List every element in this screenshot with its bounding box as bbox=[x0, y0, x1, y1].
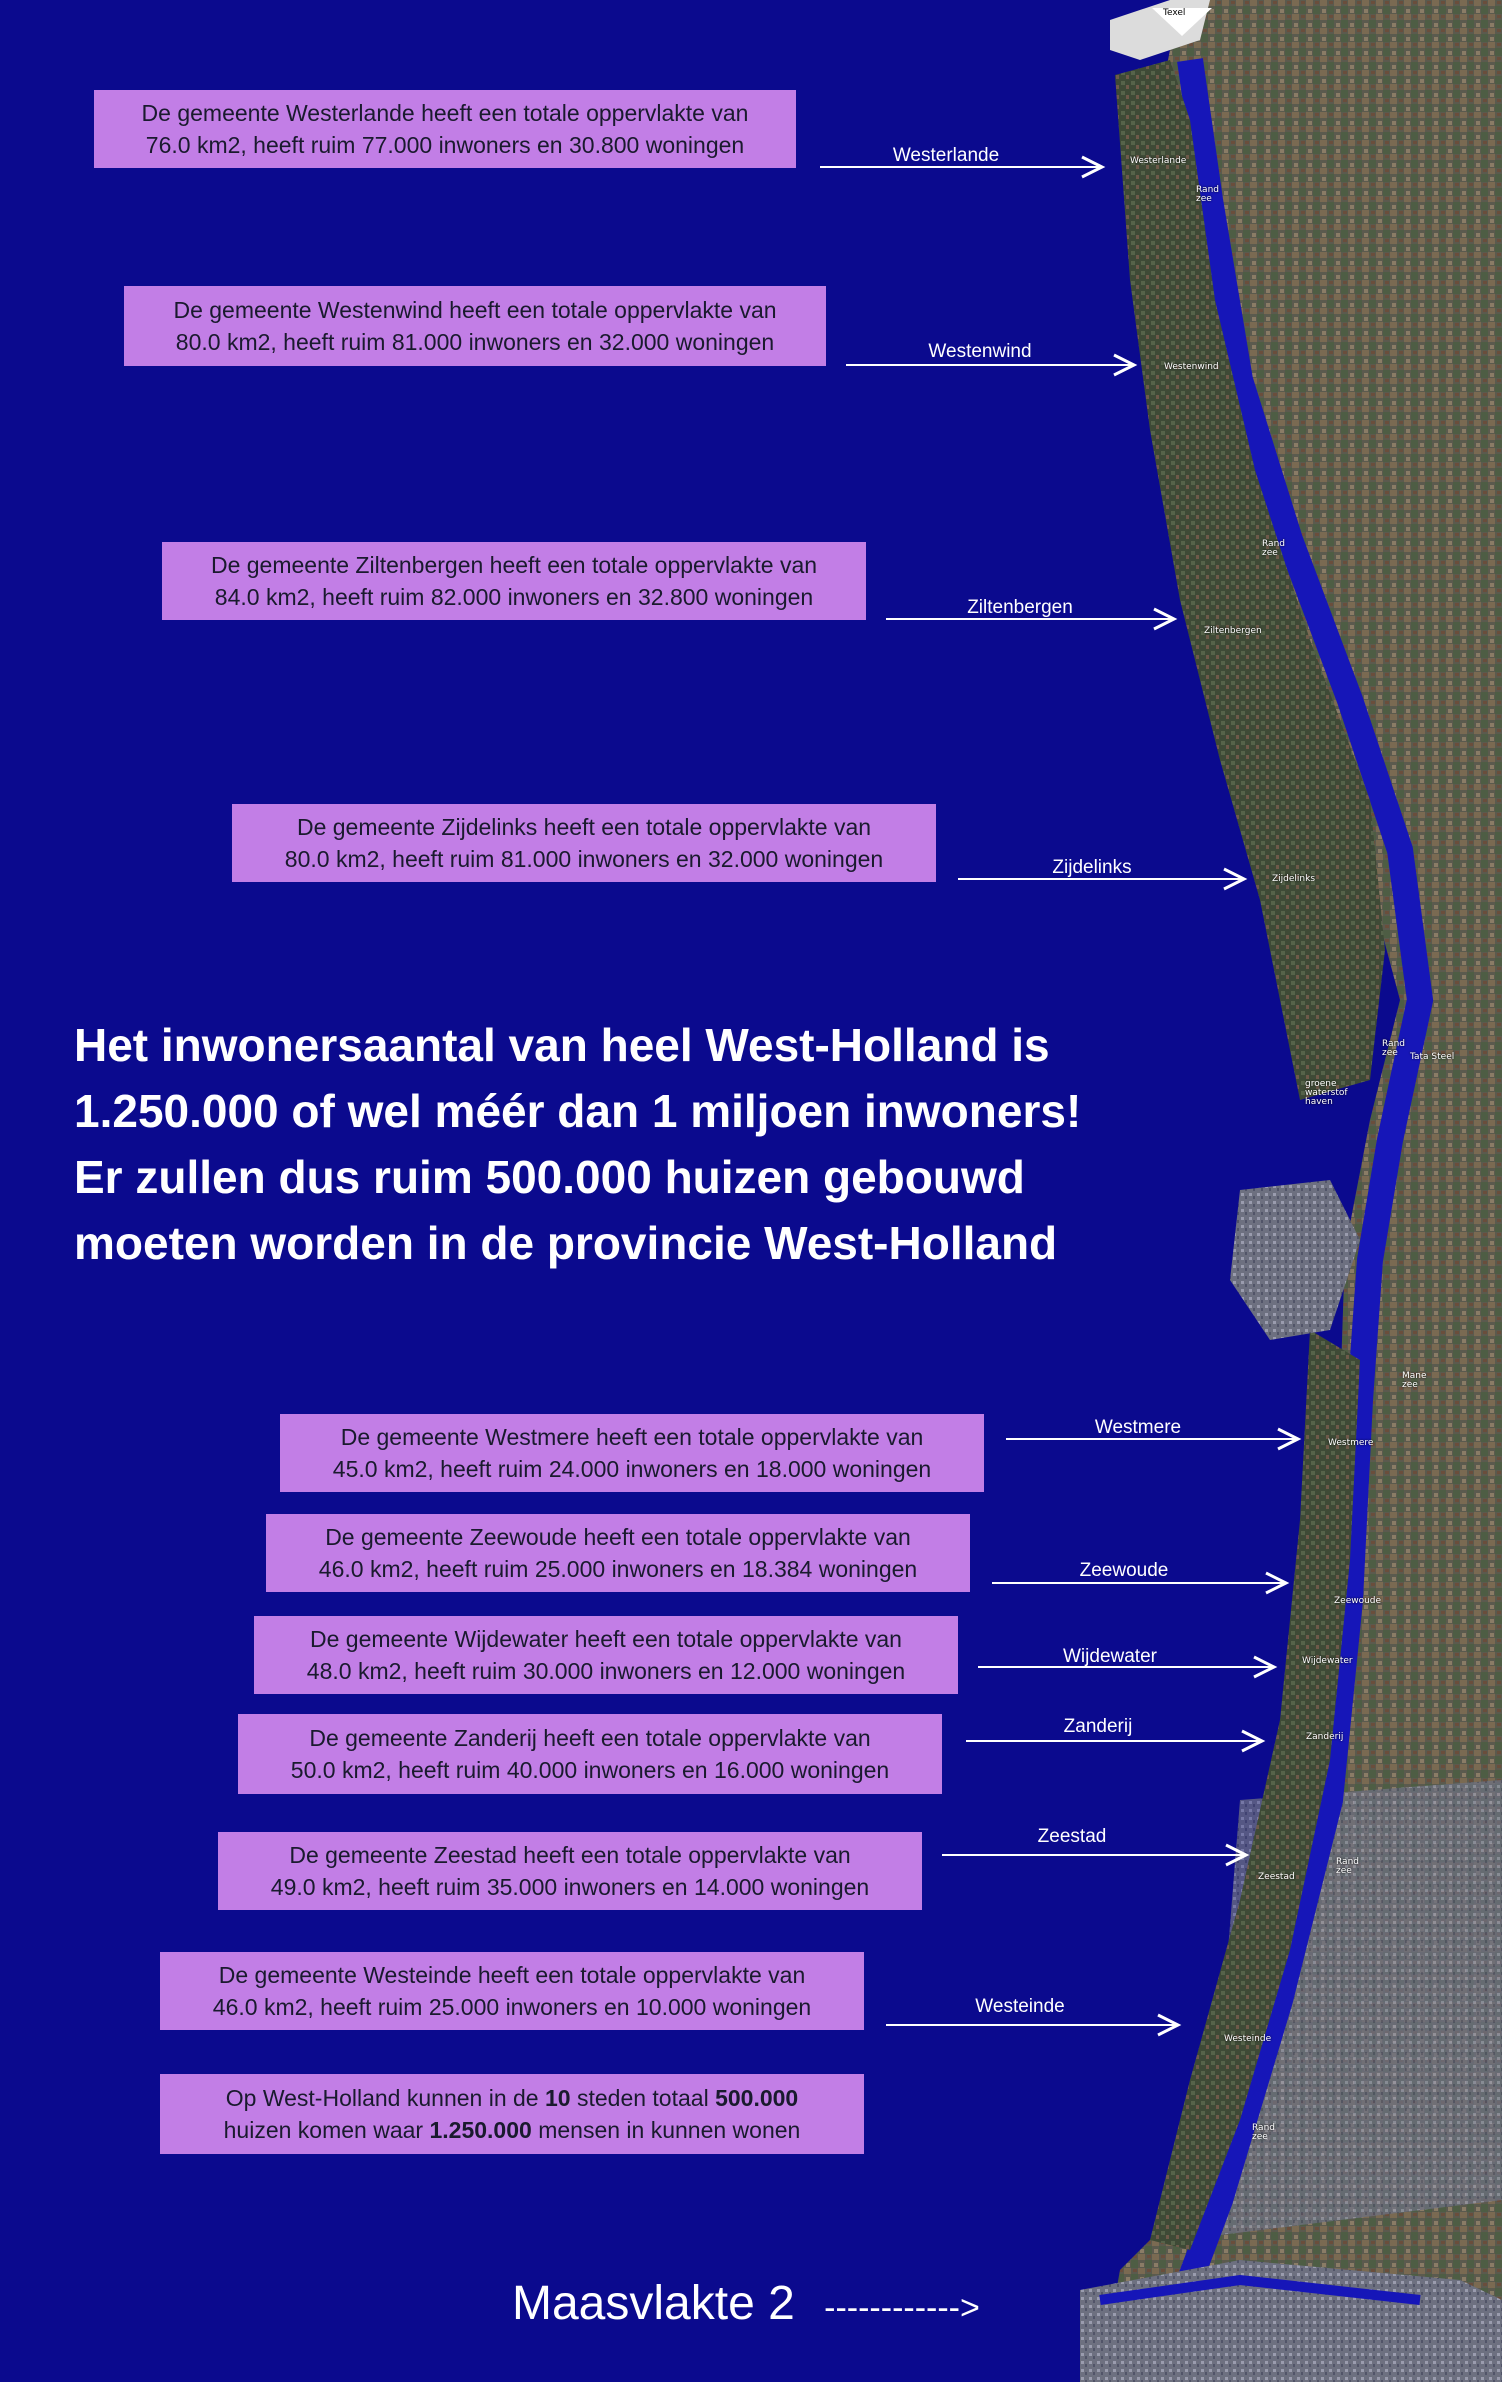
info-box-ziltenbergen bbox=[162, 542, 866, 620]
arrow-label-westerlande: Westerlande bbox=[892, 145, 1000, 166]
info-line: 46.0 km2, heeft ruim 25.000 inwoners en 18.384 woningen bbox=[318, 1556, 918, 1582]
arrow-zeestad bbox=[942, 1844, 1242, 1868]
summary-text: huizen komen waar bbox=[223, 2117, 430, 2143]
summary-text: Op West-Holland kunnen in de bbox=[225, 2085, 545, 2111]
info-line: De gemeente Zanderij heeft een totale oppervlakte van bbox=[309, 1725, 871, 1751]
arrow-westenwind bbox=[846, 354, 1136, 378]
info-box-westerlande bbox=[94, 90, 796, 168]
info-line: De gemeente Ziltenbergen heeft een totale oppervlakte van bbox=[210, 552, 818, 578]
arrow-westeinde bbox=[886, 2014, 1186, 2038]
arrow-westmere bbox=[1006, 1428, 1296, 1452]
info-line: De gemeente Westmere heeft een totale oppervlakte van bbox=[340, 1424, 924, 1450]
summary-people: 1.250.000 bbox=[429, 2117, 532, 2143]
info-line: De gemeente Zeewoude heeft een totale oppervlakte van bbox=[325, 1524, 911, 1550]
arrow-zijdelinks bbox=[958, 868, 1248, 892]
info-box-westenwind bbox=[124, 286, 826, 366]
info-box-zanderij bbox=[238, 1714, 942, 1794]
arrow-label-westeinde: Westeinde bbox=[975, 1996, 1065, 2017]
arrow-zeewoude bbox=[992, 1572, 1292, 1596]
info-line: 84.0 km2, heeft ruim 82.000 inwoners en 32.800 woningen bbox=[214, 584, 814, 610]
summary-count: 10 bbox=[544, 2085, 571, 2111]
info-line: 45.0 km2, heeft ruim 24.000 inwoners en 18.000 woningen bbox=[332, 1456, 932, 1482]
info-line: De gemeente Westerlande heeft een totale oppervlakte van bbox=[141, 100, 749, 126]
info-box-zeestad bbox=[218, 1832, 922, 1910]
headline bbox=[74, 1012, 1164, 1276]
map-label-rand-zee: Rand zee bbox=[1336, 1857, 1359, 1876]
map-label-ziltenbergen: Ziltenbergen bbox=[1204, 626, 1262, 636]
headline-line: 1.250.000 of wel méér dan 1 miljoen inwoners! bbox=[74, 1085, 1082, 1137]
headline-line: Er zullen dus ruim 500.000 huizen gebouwd bbox=[74, 1151, 1025, 1203]
map-label-westenwind: Westenwind bbox=[1164, 362, 1219, 372]
info-line: 49.0 km2, heeft ruim 35.000 inwoners en 14.000 woningen bbox=[270, 1874, 870, 1900]
info-box-zijdelinks bbox=[232, 804, 936, 882]
arrow-label-westmere: Westmere bbox=[1094, 1417, 1182, 1438]
info-line: 50.0 km2, heeft ruim 40.000 inwoners en 16.000 woningen bbox=[290, 1757, 890, 1783]
map-label-tata-steel: Tata Steel bbox=[1410, 1052, 1455, 1062]
maasvlakte-label bbox=[512, 2276, 980, 2331]
info-line: De gemeente Zeestad heeft een totale oppervlakte van bbox=[289, 1842, 851, 1868]
info-box-westmere bbox=[280, 1414, 984, 1492]
info-line: 80.0 km2, heeft ruim 81.000 inwoners en 32.000 woningen bbox=[284, 846, 884, 872]
summary-line-2 bbox=[170, 2114, 854, 2146]
arrow-label-zeewoude: Zeewoude bbox=[1079, 1560, 1169, 1581]
arrow-label-westenwind: Westenwind bbox=[928, 341, 1032, 362]
maasvlakte-arrow: ------------> bbox=[824, 2289, 980, 2327]
info-line: 46.0 km2, heeft ruim 25.000 inwoners en 10.000 woningen bbox=[212, 1994, 812, 2020]
map-label-wijdewater: Wijdewater bbox=[1302, 1656, 1353, 1666]
map-label-rand-zee: Rand zee bbox=[1196, 185, 1219, 204]
map-label-mane-zee: Mane zee bbox=[1402, 1371, 1427, 1390]
summary-line-1 bbox=[170, 2082, 854, 2114]
arrow-label-zijdelinks: Zijdelinks bbox=[1052, 857, 1132, 878]
map-label-texel: Texel bbox=[1163, 8, 1186, 18]
summary-text: mensen in kunnen wonen bbox=[531, 2117, 801, 2143]
arrow-zanderij bbox=[966, 1730, 1266, 1754]
map-label-rand-zee: Rand zee bbox=[1262, 539, 1285, 558]
info-line: 48.0 km2, heeft ruim 30.000 inwoners en 12.000 woningen bbox=[306, 1658, 906, 1684]
map-label-groene-haven: groene waterstof haven bbox=[1305, 1079, 1348, 1107]
map-label-westerlande: Westerlande bbox=[1130, 156, 1187, 166]
arrow-label-zanderij: Zanderij bbox=[1063, 1716, 1133, 1737]
info-line: De gemeente Westenwind heeft een totale oppervlakte van bbox=[173, 297, 777, 323]
info-box-westeinde bbox=[160, 1952, 864, 2030]
maasvlakte-text: Maasvlakte 2 bbox=[512, 2277, 795, 2330]
info-line: 76.0 km2, heeft ruim 77.000 inwoners en 30.800 woningen bbox=[145, 132, 745, 158]
arrow-label-zeestad: Zeestad bbox=[1037, 1826, 1107, 1847]
arrow-ziltenbergen bbox=[886, 608, 1176, 632]
headline-line: moeten worden in de provincie West-Holland bbox=[74, 1217, 1058, 1269]
map-label-westeinde: Westeinde bbox=[1224, 2034, 1272, 2044]
summary-houses: 500.000 bbox=[715, 2085, 799, 2111]
map-label-rand-zee: Rand zee bbox=[1252, 2123, 1275, 2142]
map-label-westmere: Westmere bbox=[1328, 1438, 1374, 1448]
info-line: De gemeente Wijdewater heeft een totale oppervlakte van bbox=[310, 1626, 902, 1652]
info-line: De gemeente Westeinde heeft een totale oppervlakte van bbox=[218, 1962, 806, 1988]
map-label-zanderij: Zanderij bbox=[1306, 1732, 1344, 1742]
map-label-rand-zee: Rand zee bbox=[1382, 1039, 1405, 1058]
arrow-label-wijdewater: Wijdewater bbox=[1063, 1646, 1157, 1667]
arrow-wijdewater bbox=[978, 1656, 1278, 1680]
summary-box bbox=[160, 2074, 864, 2154]
info-line: De gemeente Zijdelinks heeft een totale oppervlakte van bbox=[296, 814, 872, 840]
summary-text: steden totaal bbox=[570, 2085, 716, 2111]
info-line: 80.0 km2, heeft ruim 81.000 inwoners en 32.000 woningen bbox=[175, 329, 775, 355]
map-label-zijdelinks: Zijdelinks bbox=[1272, 874, 1316, 884]
info-box-zeewoude bbox=[266, 1514, 970, 1592]
map-label-zeewoude: Zeewoude bbox=[1334, 1596, 1382, 1606]
headline-line: Het inwonersaantal van heel West-Holland is bbox=[74, 1019, 1050, 1071]
arrow-westerlande bbox=[820, 156, 1110, 180]
info-box-wijdewater bbox=[254, 1616, 958, 1694]
map-label-zeestad: Zeestad bbox=[1258, 1872, 1295, 1882]
arrow-label-ziltenbergen: Ziltenbergen bbox=[967, 597, 1073, 618]
